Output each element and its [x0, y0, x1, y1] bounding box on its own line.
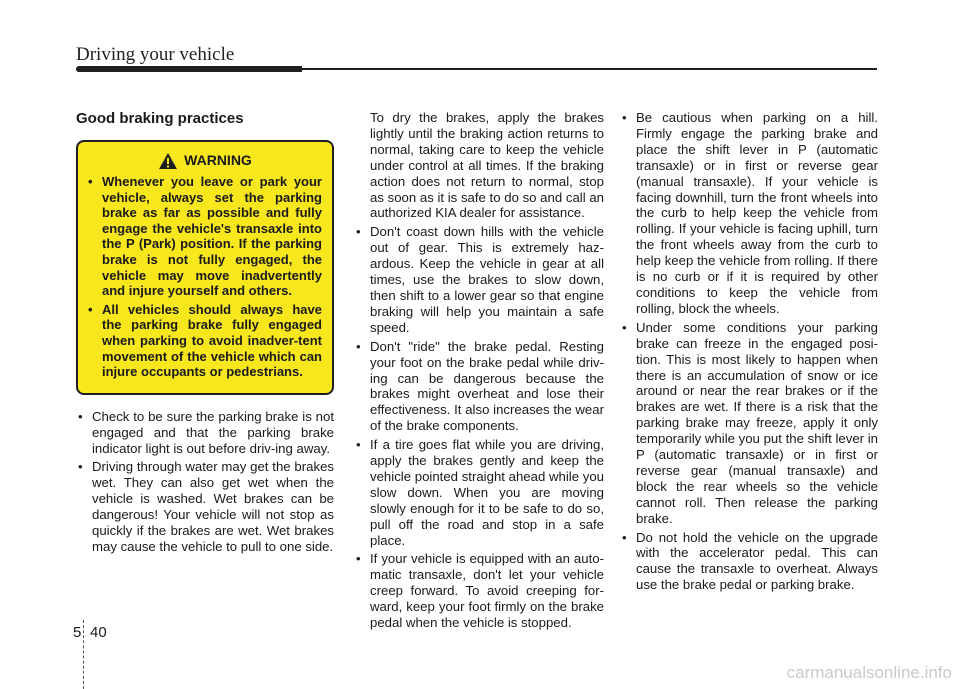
column-3 — [620, 110, 878, 596]
warning-item: • All vehicles should always have the parking brake fully engaged when parking to avoid inadver-tent movement of the vehicle which can injure occupants or pedestrians. — [88, 302, 322, 380]
list-item: • If a tire goes flat while you are driving, apply the brakes gently and keep the vehicle pointed straight ahead while you slow down. When you are moving slowly enough for it to be safe to do so, pull off the road and stop in a safe place. — [354, 437, 604, 548]
page-header-title: Driving your vehicle — [76, 44, 235, 65]
watermark: carmanualsonline.info — [786, 663, 952, 682]
section-heading: Good braking practices — [76, 110, 244, 127]
chapter-number: 5 — [73, 624, 82, 641]
paragraph-dry-brakes: To dry the brakes, apply the brakes lightly until the braking action returns to normal, taking care to keep the vehicle under control at all times. If the braking action does not return to normal, stop as soon as it is safe to do so and call an authorized KIA dealer for assistance. — [370, 110, 604, 221]
warning-list — [88, 174, 322, 380]
list-item: • Driving through water may get the brakes wet. They can also get wet when the vehicle is washed. Wet brakes can be dangerous! Your vehicle will not stop as quickly if the brakes are wet. Wet brakes may cause the vehicle to pull to one side. — [76, 459, 334, 554]
warning-item: • Whenever you leave or park your vehicle, always set the parking brake as far as possible and fully engage the vehicle's transaxle into the P (Park) position. If the parking brake is not fully engaged, the vehicle may move inadvertently and injure yourself and others. — [88, 174, 322, 299]
warning-triangle-icon — [158, 152, 178, 170]
list-item: • If your vehicle is equipped with an auto-matic transaxle, don't let your vehicle creep forward. To avoid creeping for-ward, keep your foot firmly on the brake pedal when the vehicle is stopped. — [354, 551, 604, 631]
page-number: 40 — [90, 624, 107, 641]
warning-title: WARNING — [184, 152, 252, 169]
column-2 — [354, 110, 604, 634]
warning-header — [88, 152, 322, 170]
list-item: • Check to be sure the parking brake is not engaged and that the parking brake indicator light is out before driv-ing away. — [76, 409, 334, 457]
list-item: • Don't coast down hills with the vehicle out of gear. This is extremely haz-ardous. Keep the vehicle in gear at all times, use the brakes to slow down, then shift to a lower gear so that engine braking will help you maintain a safe speed. — [354, 224, 604, 335]
list-item: • Be cautious when parking on a hill. Firmly engage the parking brake and place the shift lever in P (automatic transaxle) or in first or reverse gear (manual transaxle). If your vehicle is facing downhill, turn the front wheels into the curb to help keep the vehicle from rolling. If your vehicle is facing uphill, turn the front wheels away from the curb to help keep the vehicle from rolling. If there is no curb or if it is required by other conditions to keep the vehicle from rolling, block the wheels. — [620, 110, 878, 317]
list-item: • Under some conditions your parking brake can freeze in the engaged posi-tion. This is most likely to happen when there is an accumulation of snow or ice around or near the rear brakes or if the brakes are wet. If there is a risk that the parking brake may freeze, apply it only temporarily while you put the shift lever in P (automatic transaxle) or in first or reverse gear (manual transaxle) and block the rear wheels so the vehicle cannot roll. Then release the parking brake. — [620, 320, 878, 527]
column-1 — [76, 110, 334, 558]
header-rule-thick — [76, 66, 302, 72]
header-rule-thin — [300, 68, 877, 70]
bullet-list-col2 — [354, 224, 604, 631]
bullet-list-col3 — [620, 110, 878, 593]
list-item: • Do not hold the vehicle on the upgrade with the accelerator pedal. This can cause the transaxle to overheat. Always use the brake pedal or parking brake. — [620, 530, 878, 594]
footer-divider — [83, 620, 84, 689]
warning-box — [76, 140, 334, 395]
list-item: • Don't "ride" the brake pedal. Resting your foot on the brake pedal while driv-ing can be dangerous because the brakes might overheat and lose their effectiveness. It also increases the wear of the brake components. — [354, 339, 604, 434]
bullet-list-col1 — [76, 409, 334, 555]
